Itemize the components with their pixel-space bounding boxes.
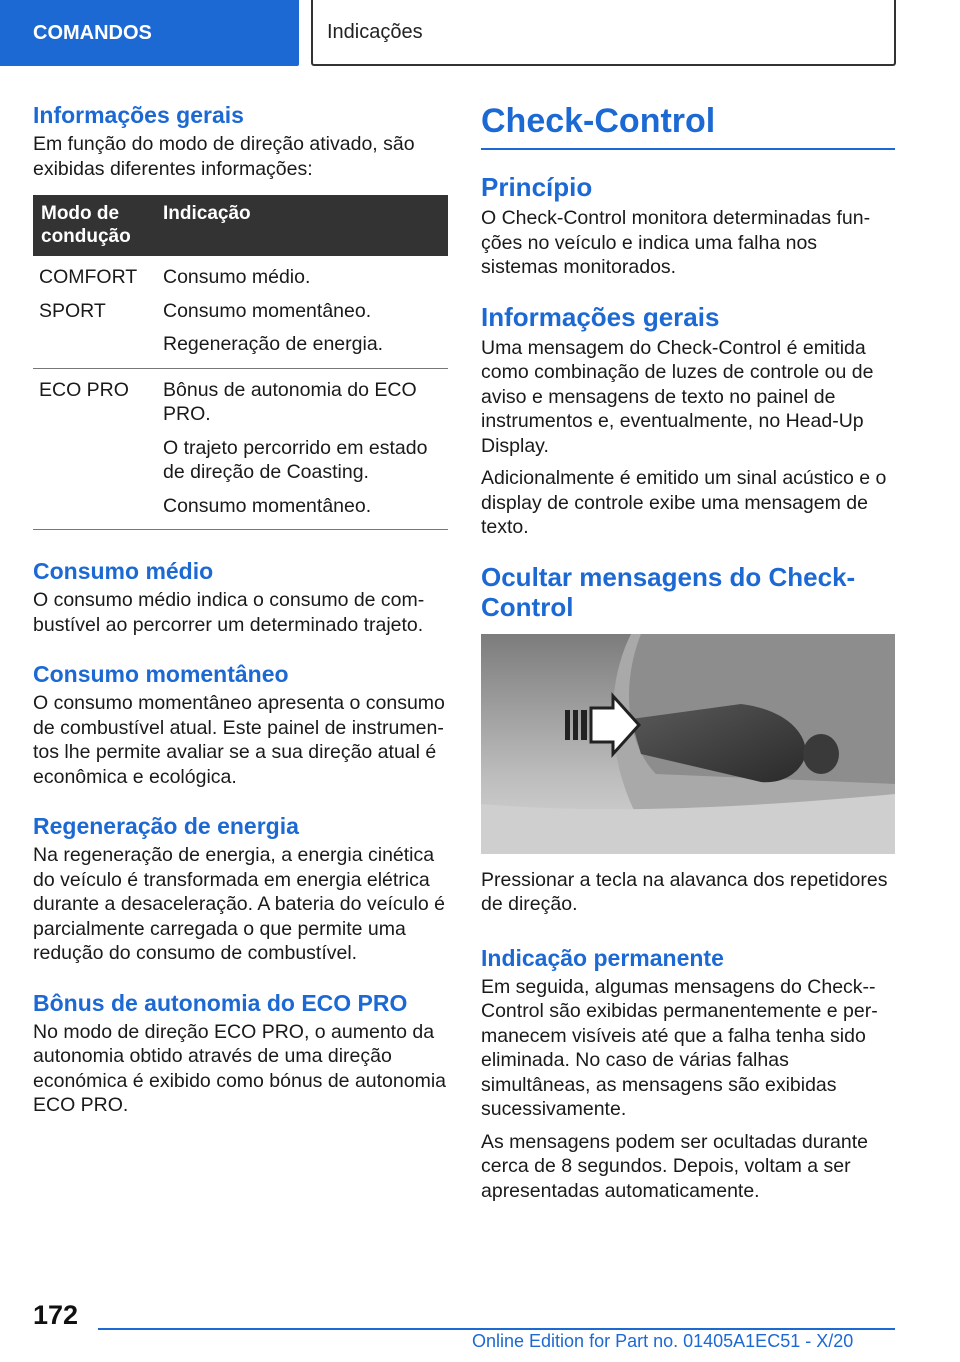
mode-eco-pro: ECO PRO	[39, 378, 129, 401]
heading-indicacao-permanente: Indicação permanente	[481, 944, 724, 971]
heading-regeneracao: Regeneração de energia	[33, 813, 299, 839]
table-header-indication: Indicação	[159, 195, 448, 256]
photo-caption: Pressionar a tecla na alavanca dos repetidores de direção.	[481, 868, 888, 915]
paragraph-info-1: Uma mensagem do Check-Control é emitida como combinação de luzes de controle ou de aviso e mensagens de texto no painel de instrumentos e, eventualmente, no Head-Up Display.	[481, 336, 874, 457]
indication-item: Consumo momentâneo.	[163, 494, 372, 517]
indication-item: Bônus de autonomia do ECO PRO.	[163, 378, 417, 425]
table-row	[33, 256, 448, 368]
indication-item: Regeneração de energia.	[163, 333, 384, 355]
mode-comfort: COMFORT	[39, 266, 138, 288]
heading-consumo-momentaneo: Consumo momentâneo	[33, 661, 289, 687]
heading-ocultar: Ocultar mensagens do Check-Control	[481, 561, 856, 622]
table-row	[33, 368, 448, 530]
paragraph-consumo-momentaneo: O consumo momentâneo apresenta o consumo de combustível atual. Este painel de instrumentos lhe permite avaliar se a sua direção atual é econômica e ecológica.	[33, 692, 445, 788]
footer-divider	[98, 1328, 895, 1330]
paragraph-info: Em função do modo de direção ativado, são exibidas diferentes informações:	[33, 133, 415, 180]
section-tab: COMANDOS	[0, 0, 299, 66]
turn-signal-lever-photo	[481, 634, 895, 854]
heading-principio: Princípio	[481, 172, 593, 202]
right-column	[481, 100, 895, 1203]
indication-item: Consumo médio.	[163, 266, 311, 288]
table-header-mode: Modo de condução	[33, 195, 159, 256]
indication-item: O trajeto percorrido em estado de direção de Coasting.	[163, 436, 428, 483]
footer-edition: Online Edition for Part no. 01405A1EC51 - X/20	[472, 1331, 854, 1351]
paragraph-bonus-eco-pro: No modo de direção ECO PRO, o aumento da autonomia obtido através de uma direção económica é exibido como bónus de autonomia ECO PRO.	[33, 1020, 447, 1116]
indication-item: Consumo momentâneo.	[163, 299, 372, 322]
heading-bonus-eco-pro: Bônus de autonomia do ECO PRO	[33, 989, 408, 1016]
left-column	[33, 100, 448, 1118]
paragraph-info-2: Adicionalmente é emitido um sinal acústico e o display de controle exibe uma mensagem de texto.	[481, 467, 887, 538]
heading-informacoes-gerais-right: Informações gerais	[481, 301, 720, 332]
page-number: 172	[33, 1300, 79, 1330]
lever-illustration	[481, 634, 895, 854]
paragraph-regeneracao: Na regeneração de energia, a energia cinética do veículo é transformada em energia elétrica durante a desaceleração. A bateria do veículo é parcialmente carregada o que permite uma redução do consumo de combustível.	[33, 844, 445, 964]
heading-consumo-medio: Consumo médio	[33, 558, 214, 584]
chapter-title: Check-Control	[481, 100, 895, 150]
paragraph-principio: O Check-Control monitora determinadas funções no veículo e indica uma falha nos sistemas monitorados.	[481, 207, 871, 278]
topic-tab: Indicações	[311, 0, 896, 66]
driving-mode-table	[33, 195, 448, 530]
paragraph-consumo-medio: O consumo médio indica o consumo de combustível ao percorrer um determinado trajeto.	[33, 589, 425, 636]
paragraph-permanente-1: Em seguida, algumas mensagens do Check--Control são exibidas permanentemente e permanecem visíveis até que a falha tenha sido eliminada. No caso de várias falhas simultâneas, as mensagens são exibidas sucessivamente.	[481, 975, 878, 1120]
heading-informacoes-gerais: Informações gerais	[33, 102, 244, 128]
paragraph-permanente-2: As mensagens podem ser ocultadas durante cerca de 8 segundos. Depois, voltam a ser apresentadas automaticamente.	[481, 1130, 868, 1202]
mode-sport: SPORT	[39, 299, 106, 322]
